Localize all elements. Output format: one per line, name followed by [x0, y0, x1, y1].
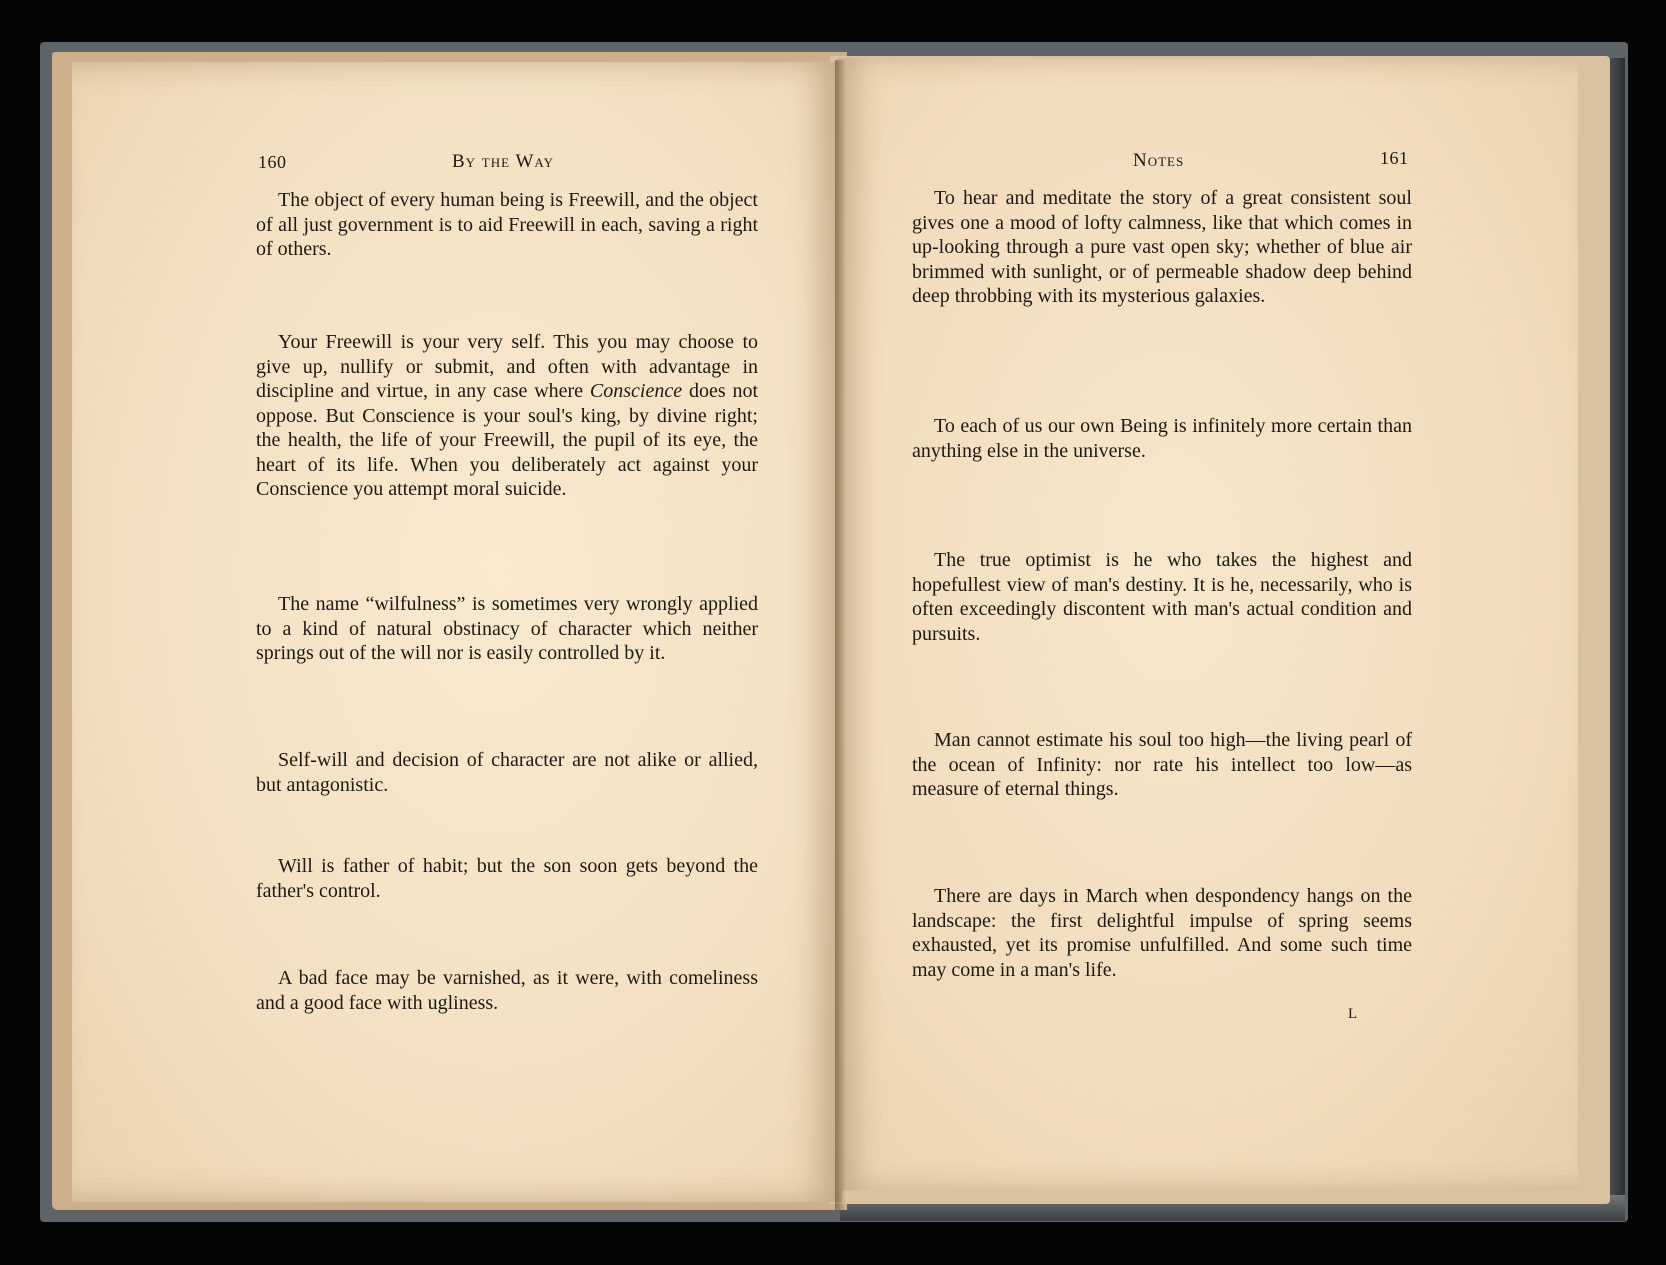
left-page-number: 160 — [258, 152, 287, 172]
right-page-number: 161 — [1380, 148, 1409, 168]
left-paragraph-5: Will is father of habit; but the son soon gets beyond the father's control. — [256, 855, 758, 902]
left-paragraph-1: The object of every human being is Freewill, and the object of all just government is to aid Freewill in each, saving a right of others. — [256, 189, 758, 260]
right-paragraph-5: There are days in March when despondency hangs on the landscape: the first delightful impulse of spring seems exhausted, yet its promise unfulfilled. And some such time may come in a man's life. — [912, 885, 1412, 981]
left-paragraph-2-text-a: Your Freewill is your very self. This you may choose to give up, nullify or submit, and often with advantage in discipline and virtue, in any case where — [256, 331, 758, 402]
right-paragraph-1: To hear and meditate the story of a great consistent soul gives one a mood of lofty calmness, like that which comes in up-looking through a pure vast open sky; whether of blue air brimmed with sunlight, or of permeable shadow deep behind deep throbbing with its mysterious galaxies. — [912, 187, 1412, 307]
left-paragraph-3: The name “wilfulness” is sometimes very wrongly applied to a kind of natural obstinacy of character which neither springs out of the will nor is easily controlled by it. — [256, 593, 758, 664]
right-paragraph-3: The true optimist is he who takes the highest and hopefullest view of man's destiny. It is he, necessarily, who is often exceedingly discontent with man's actual condition and pursuits. — [912, 549, 1412, 645]
left-paragraph-4: Self-will and decision of character are not alike or allied, but antagonistic. — [256, 749, 758, 796]
right-paragraph-4: Man cannot estimate his soul too high—the living pearl of the ocean of Infinity: nor rate his intellect too low—as measure of eternal things. — [912, 729, 1412, 800]
signature-mark: L — [1348, 1006, 1359, 1022]
left-paragraph-2-italic: Conscience — [589, 380, 683, 402]
left-running-head: By the Way — [452, 151, 555, 172]
left-paragraph-2 — [256, 330, 758, 502]
right-running-head: Notes — [1133, 150, 1185, 171]
book-gutter — [835, 60, 845, 1210]
left-paragraph-2-text-b: does not oppose. But Conscience is your soul's king, by divine right; the health, the life of your Freewill, the pupil of its eye, the heart of its life. When you deliberately act against your Conscience you attempt moral suicide. — [256, 380, 758, 500]
right-paragraph-2: To each of us our own Being is infinitely more certain than anything else in the universe. — [912, 415, 1412, 462]
left-paragraph-6: A bad face may be varnished, as it were, with comeliness and a good face with ugliness. — [256, 967, 758, 1014]
